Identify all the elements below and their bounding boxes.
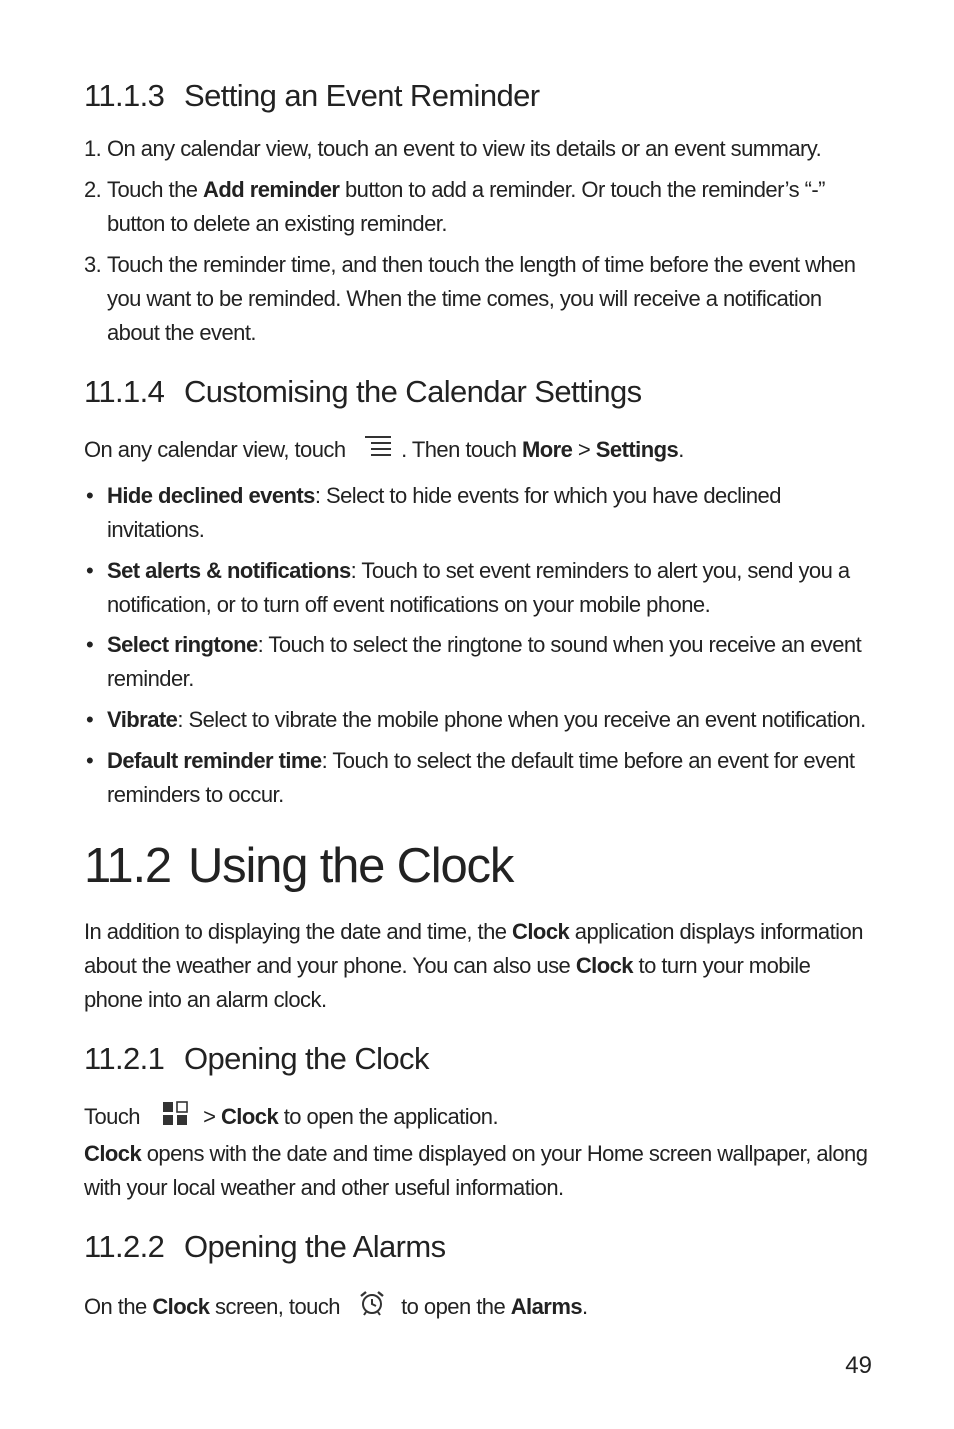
- bullet: •: [86, 558, 94, 583]
- text: to turn your mobile phone into an alarm clock.: [84, 953, 811, 1012]
- alarm-clock-icon: [358, 1289, 386, 1327]
- bold-clock: Clock: [220, 1104, 279, 1129]
- text: to open the: [395, 1293, 511, 1319]
- list-item: [84, 554, 874, 622]
- section-title: Setting an Event Reminder: [184, 78, 540, 113]
- item-bold: Default reminder time: [107, 748, 322, 773]
- text: .: [582, 1293, 588, 1319]
- bullet: •: [86, 483, 94, 508]
- bold-clock: Clock: [84, 1141, 142, 1166]
- step-text: button to add a reminder. Or touch the reminder’s “-” button to delete an existing reminder.: [107, 177, 825, 236]
- item-bold: Vibrate: [107, 707, 178, 732]
- bold-more: More: [521, 437, 573, 462]
- text: . Then touch: [401, 437, 522, 462]
- list-item: [84, 132, 874, 166]
- item-bold: Hide declined events: [107, 483, 315, 508]
- intro-paragraph: [84, 433, 874, 469]
- item-bold: Set alerts & notifications: [107, 558, 351, 583]
- section-number: 11.2.1: [84, 1041, 165, 1076]
- bold-alarms: Alarms: [510, 1293, 583, 1319]
- text: screen, touch: [209, 1293, 340, 1319]
- section-title: Opening the Alarms: [184, 1229, 446, 1264]
- list-marker: 3.: [84, 252, 102, 277]
- bullet: •: [86, 632, 94, 657]
- bold-clock: Clock: [575, 953, 633, 978]
- text: >: [197, 1104, 221, 1129]
- alarms-instruction: [84, 1289, 874, 1327]
- step-text: Touch the: [107, 177, 204, 202]
- list-item: [84, 744, 874, 812]
- bold-settings: Settings: [595, 437, 679, 462]
- text: .: [678, 437, 684, 462]
- item-bold: Select ringtone: [107, 632, 258, 657]
- text: to open the application.: [278, 1104, 499, 1129]
- item-text: : Touch to select the default time before an event for event reminders to occur.: [107, 748, 855, 807]
- section-title: Customising the Calendar Settings: [184, 374, 642, 409]
- text: opens with the date and time displayed on your Home screen wallpaper, along with your local weather and other useful information.: [84, 1141, 868, 1200]
- clock-description: [84, 1137, 874, 1205]
- step-text: On any calendar view, touch an event to view its details or an event summary.: [107, 136, 822, 161]
- list-item: [84, 628, 874, 696]
- list-item: [84, 479, 874, 547]
- bold-clock: Clock: [512, 919, 570, 944]
- list-item: [84, 248, 874, 350]
- text: Touch: [84, 1104, 140, 1129]
- section-number: 11.2.2: [84, 1229, 165, 1264]
- menu-icon: [363, 433, 393, 469]
- bold-clock: Clock: [152, 1293, 210, 1319]
- section-number: 11.2: [84, 839, 171, 893]
- item-text: : Touch to set event reminders to alert you, send you a notification, or to turn off event notifications on your mobile phone.: [107, 558, 850, 617]
- text: >: [572, 437, 596, 462]
- list-marker: 2.: [84, 177, 102, 202]
- section-number: 11.1.4: [84, 374, 165, 409]
- text: On the: [84, 1293, 153, 1319]
- section-title: Using the Clock: [188, 839, 514, 893]
- touch-instruction: [84, 1100, 874, 1136]
- heading-11-2-2: [84, 1229, 445, 1265]
- bullet: •: [86, 707, 94, 732]
- text: In addition to displaying the date and time, the: [84, 919, 513, 944]
- text: application displays information about the weather and your phone. You can also use: [84, 919, 863, 978]
- item-text: : Select to hide events for which you have declined invitations.: [107, 483, 781, 542]
- step-text: Touch the reminder time, and then touch the length of time before the event when you want to be reminded. When the time comes, you will receive a notification about the event.: [107, 252, 856, 345]
- page-number: 49: [845, 1352, 872, 1379]
- heading-11-2-1: [84, 1041, 429, 1077]
- section-number: 11.1.3: [84, 78, 165, 113]
- heading-11-2: [84, 838, 513, 894]
- clock-intro-paragraph: [84, 915, 874, 1017]
- list-item: [84, 173, 874, 241]
- list-marker: 1.: [84, 136, 102, 161]
- heading-11-1-4: [84, 374, 642, 410]
- item-text: : Touch to select the ringtone to sound when you receive an event reminder.: [107, 632, 862, 691]
- list-item: [84, 703, 874, 737]
- text: On any calendar view, touch: [84, 437, 346, 462]
- heading-11-1-3: [84, 78, 540, 114]
- step-bold: Add reminder: [203, 177, 340, 202]
- bullet: •: [86, 748, 94, 773]
- section-title: Opening the Clock: [184, 1041, 429, 1076]
- item-text: : Select to vibrate the mobile phone when you receive an event notification.: [177, 707, 866, 732]
- app-launcher-icon: [162, 1100, 188, 1136]
